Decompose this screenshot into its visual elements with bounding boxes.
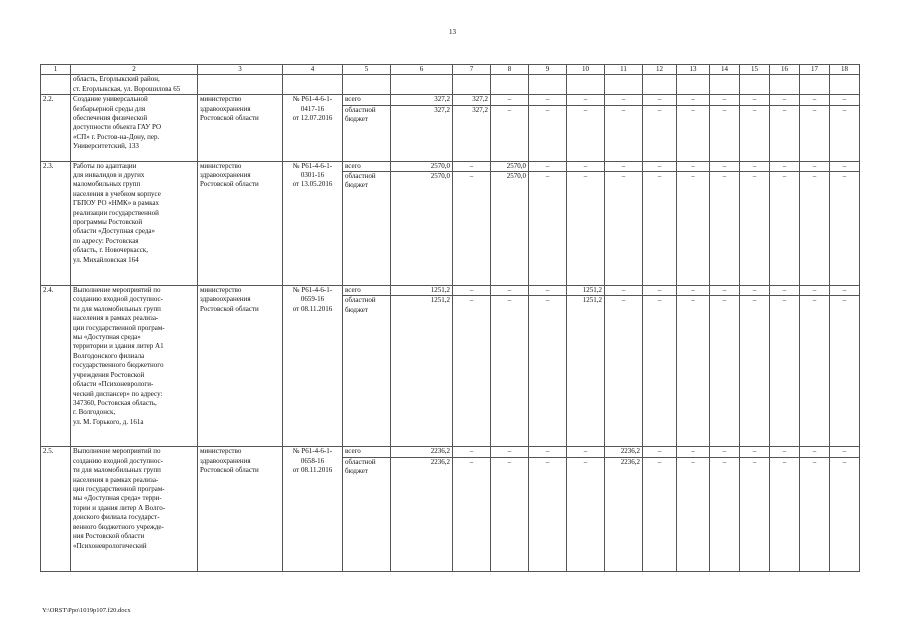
amount-cell: – <box>453 172 491 286</box>
text-line: по адресу: Ростовская <box>73 236 139 245</box>
text-line: министерство <box>200 286 242 295</box>
amount-cell: 327,2 <box>391 95 453 105</box>
amount-cell: – <box>677 95 710 105</box>
text-line: ГБПОУ РО «НМК» в рамках <box>73 199 159 208</box>
row-description <box>71 286 198 447</box>
cell-description <box>71 75 198 95</box>
amount-cell: 327,2 <box>453 105 491 161</box>
amount-cell: – <box>830 286 860 296</box>
amount-cell: – <box>643 161 677 171</box>
amount-cell: – <box>567 95 605 105</box>
text-line: реализации государственной <box>73 208 159 217</box>
amount-cell: – <box>800 172 830 286</box>
amount-cell: – <box>567 172 605 286</box>
funding-source <box>343 296 391 447</box>
text-line: Волгодонского филиала <box>73 351 145 360</box>
cell-empty <box>453 75 491 95</box>
amount-cell: – <box>643 105 677 161</box>
text-line: учреждения Ростовской <box>73 370 145 379</box>
row-number: 2.4. <box>41 286 71 447</box>
row-number: 2.2. <box>41 95 71 161</box>
text-line: 347360, Ростовская область, <box>73 398 157 407</box>
funding-source <box>343 105 391 161</box>
amount-cell: – <box>605 161 643 171</box>
amount-cell: – <box>740 286 770 296</box>
amount-cell: – <box>529 286 567 296</box>
text-line: населения в рамках реализа- <box>73 314 159 323</box>
amount-cell: – <box>529 161 567 171</box>
cell-empty <box>283 75 343 95</box>
column-number: 12 <box>643 65 677 75</box>
text-line: для инвалидов и других <box>73 171 145 180</box>
text-line: всего <box>345 286 361 295</box>
amount-cell: – <box>710 447 740 457</box>
text-line: населения в рамках реализа- <box>73 475 159 484</box>
amount-cell: – <box>710 161 740 171</box>
amount-cell: – <box>770 95 800 105</box>
cell-empty <box>677 75 710 95</box>
text-line: здравоохранения <box>200 171 251 180</box>
text-line: ти для маломобильных групп <box>73 304 161 313</box>
amount-cell: – <box>605 95 643 105</box>
text-line: бюджет <box>345 467 368 476</box>
text-line: ния Ростовской области <box>73 532 145 541</box>
column-number: 1 <box>41 65 71 75</box>
column-number: 9 <box>529 65 567 75</box>
amount-cell: – <box>529 447 567 457</box>
amount-cell: – <box>710 296 740 447</box>
file-path-footer: Y:\ORST\Ppo\1019p107.f20.docx <box>42 607 131 614</box>
amount-cell: – <box>740 95 770 105</box>
text-line: бюджет <box>345 115 368 124</box>
text-line: доступности объекта ГАУ РО <box>73 123 162 132</box>
amount-cell: – <box>740 447 770 457</box>
text-line: «Психоневрологический <box>73 541 147 550</box>
amount-cell: – <box>567 105 605 161</box>
column-number: 14 <box>710 65 740 75</box>
cell-number <box>41 75 71 95</box>
text-line: мы «Доступная среда» <box>73 333 141 342</box>
amount-cell: 2570,0 <box>491 172 529 286</box>
amount-cell: – <box>677 105 710 161</box>
column-number: 16 <box>770 65 800 75</box>
column-number: 5 <box>343 65 391 75</box>
amount-cell: – <box>800 161 830 171</box>
amount-cell: – <box>453 286 491 296</box>
amount-cell: 2236,2 <box>391 447 453 457</box>
text-line: Университетский, 133 <box>73 142 139 151</box>
funding-source <box>343 161 391 171</box>
text-line: мы «Доступная среда» терри- <box>73 494 162 503</box>
text-line: ул. Михайловская 164 <box>73 255 139 264</box>
text-line: ст. Егорлыкская, ул. Ворошилова 65 <box>73 84 181 93</box>
amount-cell: – <box>740 457 770 571</box>
text-line: от 08.11.2016 <box>292 466 333 475</box>
text-line: обеспечения физической <box>73 114 148 123</box>
text-line: населения в учебном корпусе <box>73 189 161 198</box>
text-line: здравоохранения <box>200 456 251 465</box>
amount-cell: – <box>567 447 605 457</box>
table-row <box>41 286 860 296</box>
text-line: всего <box>345 161 361 170</box>
funding-source <box>343 457 391 571</box>
text-line: от 13.05.2016 <box>292 180 333 189</box>
text-line: государственного бюджетного <box>73 361 164 370</box>
amount-cell: – <box>453 296 491 447</box>
text-line: венного бюджетного учрежде- <box>73 522 164 531</box>
cell-empty <box>830 75 860 95</box>
text-line: здравоохранения <box>200 295 251 304</box>
column-number: 17 <box>800 65 830 75</box>
column-number: 6 <box>391 65 453 75</box>
amount-cell: – <box>740 105 770 161</box>
amount-cell: – <box>605 105 643 161</box>
text-line: Работы по адаптации <box>73 161 137 170</box>
text-line: безбарьерной среды для <box>73 104 146 113</box>
cell-empty <box>770 75 800 95</box>
amount-cell: – <box>529 105 567 161</box>
amount-cell: – <box>643 457 677 571</box>
column-number: 13 <box>677 65 710 75</box>
row-ministry <box>198 161 283 285</box>
column-number: 8 <box>491 65 529 75</box>
text-line: области «Психоневрологи- <box>73 380 154 389</box>
cell-empty <box>800 75 830 95</box>
text-line: созданию входной доступнос- <box>73 456 163 465</box>
text-line: Ростовской области <box>200 466 259 475</box>
text-line: областной <box>345 457 376 466</box>
text-line: ул. М. Горького, д. 161а <box>73 417 144 426</box>
amount-cell: – <box>740 296 770 447</box>
amount-cell: – <box>830 105 860 161</box>
amount-cell: – <box>529 172 567 286</box>
text-line: областной <box>345 172 376 181</box>
amount-cell: – <box>740 161 770 171</box>
amount-cell: – <box>643 286 677 296</box>
amount-cell: – <box>677 286 710 296</box>
amount-cell: – <box>605 286 643 296</box>
amount-cell: 1251,2 <box>567 296 605 447</box>
text-line: министерство <box>200 161 242 170</box>
text-line: ческий диспансер» по адресу: <box>73 389 163 398</box>
amount-cell: – <box>567 161 605 171</box>
amount-cell: – <box>643 296 677 447</box>
text-line: Создание универсальной <box>73 95 148 104</box>
funding-source <box>343 172 391 286</box>
text-line: г. Волгодонск, <box>73 408 116 417</box>
text-line: область, г. Новочеркасск, <box>73 246 148 255</box>
page-number: 13 <box>449 28 456 36</box>
cell-empty <box>643 75 677 95</box>
amount-cell: 327,2 <box>391 105 453 161</box>
amount-cell: – <box>529 457 567 571</box>
amount-cell: – <box>770 447 800 457</box>
row-ministry <box>198 95 283 161</box>
amount-cell: – <box>491 457 529 571</box>
text-line: № Р61-4-6-1- <box>292 447 333 456</box>
amount-cell: – <box>491 447 529 457</box>
funding-source <box>343 286 391 296</box>
text-line: области «Доступная среда» <box>73 227 156 236</box>
amount-cell: – <box>567 457 605 571</box>
amount-cell: – <box>800 447 830 457</box>
text-line: донского филиала государст- <box>73 513 160 522</box>
cell-empty <box>491 75 529 95</box>
column-number: 18 <box>830 65 860 75</box>
row-ministry <box>198 447 283 571</box>
text-line: программы Ростовской <box>73 218 143 227</box>
row-number: 2.5. <box>41 447 71 571</box>
amount-cell: – <box>677 457 710 571</box>
amount-cell: – <box>830 296 860 447</box>
text-line: ции государственной програм- <box>73 323 165 332</box>
continuation-row <box>41 75 860 95</box>
text-line: 0659-16 <box>300 295 325 304</box>
text-line: министерство <box>200 447 242 456</box>
amount-cell: – <box>830 172 860 286</box>
cell-empty <box>567 75 605 95</box>
row-number: 2.3. <box>41 161 71 285</box>
amount-cell: – <box>770 172 800 286</box>
row-document <box>283 447 343 571</box>
amount-cell: – <box>800 286 830 296</box>
amount-cell: – <box>770 105 800 161</box>
cell-empty <box>740 75 770 95</box>
cell-empty <box>391 75 453 95</box>
amount-cell: – <box>453 457 491 571</box>
row-document <box>283 161 343 285</box>
amount-cell: – <box>605 296 643 447</box>
amount-cell: – <box>830 457 860 571</box>
amount-cell: – <box>800 296 830 447</box>
amount-cell: – <box>491 105 529 161</box>
amount-cell: 2570,0 <box>391 172 453 286</box>
text-line: Выполнение мероприятий по <box>73 447 161 456</box>
table-row <box>41 161 860 171</box>
amount-cell: 2570,0 <box>391 161 453 171</box>
amount-cell: – <box>491 296 529 447</box>
text-line: 0301-16 <box>300 171 325 180</box>
amount-cell: 1251,2 <box>391 296 453 447</box>
text-line: всего <box>345 447 361 456</box>
amount-cell: – <box>710 286 740 296</box>
text-line: «СП» г. Ростов-на-Дону, пер. <box>73 132 160 141</box>
amount-cell: 1251,2 <box>567 286 605 296</box>
text-line: областной <box>345 296 376 305</box>
amount-cell: 2570,0 <box>491 161 529 171</box>
row-document <box>283 286 343 447</box>
amount-cell: – <box>770 161 800 171</box>
table-row <box>41 95 860 105</box>
amount-cell: – <box>605 172 643 286</box>
text-line: область, Егорлыкский район, <box>73 75 160 84</box>
amount-cell: – <box>529 95 567 105</box>
text-line: здравоохранения <box>200 104 251 113</box>
amount-cell: – <box>740 172 770 286</box>
column-number: 15 <box>740 65 770 75</box>
text-line: областной <box>345 105 376 114</box>
amount-cell: 2236,2 <box>605 447 643 457</box>
amount-cell: 327,2 <box>453 95 491 105</box>
text-line: бюджет <box>345 305 368 314</box>
row-description <box>71 161 198 285</box>
row-description <box>71 447 198 571</box>
funding-source <box>343 447 391 457</box>
amount-cell: – <box>830 95 860 105</box>
column-number: 4 <box>283 65 343 75</box>
text-line: созданию входной доступнос- <box>73 295 163 304</box>
text-line: всего <box>345 95 361 104</box>
amount-cell: – <box>643 172 677 286</box>
text-line: 0658-16 <box>300 456 325 465</box>
cell-empty <box>529 75 567 95</box>
amount-cell: – <box>491 286 529 296</box>
text-line: бюджет <box>345 181 368 190</box>
amount-cell: 1251,2 <box>391 286 453 296</box>
amount-cell: – <box>529 296 567 447</box>
text-line: министерство <box>200 95 242 104</box>
row-ministry <box>198 286 283 447</box>
text-line: территории и здания литер А1 <box>73 342 164 351</box>
column-number: 2 <box>71 65 198 75</box>
amount-cell: – <box>830 161 860 171</box>
cell-empty <box>710 75 740 95</box>
text-line: № Р61-4-6-1- <box>292 286 333 295</box>
document-table <box>40 64 860 572</box>
amount-cell: – <box>710 105 740 161</box>
amount-cell: – <box>677 447 710 457</box>
amount-cell: 2236,2 <box>391 457 453 571</box>
amount-cell: – <box>453 161 491 171</box>
cell-empty <box>343 75 391 95</box>
funding-source <box>343 95 391 105</box>
column-number: 7 <box>453 65 491 75</box>
text-line: маломобильных групп <box>73 180 141 189</box>
column-number: 11 <box>605 65 643 75</box>
amount-cell: – <box>677 172 710 286</box>
amount-cell: – <box>710 172 740 286</box>
row-document <box>283 95 343 161</box>
amount-cell: – <box>710 457 740 571</box>
amount-cell: – <box>491 95 529 105</box>
text-line: Ростовской области <box>200 180 259 189</box>
column-number: 3 <box>198 65 283 75</box>
text-line: Выполнение мероприятий по <box>73 286 161 295</box>
text-line: ции государственной програм- <box>73 485 165 494</box>
amount-cell: – <box>677 161 710 171</box>
text-line: от 12.07.2016 <box>292 114 333 123</box>
amount-cell: – <box>800 457 830 571</box>
text-line: Ростовской области <box>200 304 259 313</box>
amount-cell: – <box>710 95 740 105</box>
table-row <box>41 447 860 457</box>
text-line: Ростовской области <box>200 114 259 123</box>
amount-cell: – <box>770 457 800 571</box>
cell-empty <box>605 75 643 95</box>
amount-cell: – <box>643 95 677 105</box>
text-line: от 08.11.2016 <box>292 304 333 313</box>
amount-cell: – <box>643 447 677 457</box>
text-line: 0417-16 <box>300 104 325 113</box>
text-line: тории и здания литер А Волго- <box>73 503 166 512</box>
amount-cell: – <box>830 447 860 457</box>
text-line: ти для маломобильных групп <box>73 466 161 475</box>
cell-empty <box>198 75 283 95</box>
amount-cell: – <box>800 95 830 105</box>
amount-cell: 2236,2 <box>605 457 643 571</box>
header-row <box>41 65 860 75</box>
row-description <box>71 95 198 161</box>
text-line: № Р61-4-6-1- <box>292 95 333 104</box>
text-line: № Р61-4-6-1- <box>292 161 333 170</box>
amount-cell: – <box>770 286 800 296</box>
amount-cell: – <box>453 447 491 457</box>
amount-cell: – <box>677 296 710 447</box>
amount-cell: – <box>770 296 800 447</box>
column-number: 10 <box>567 65 605 75</box>
amount-cell: – <box>800 105 830 161</box>
